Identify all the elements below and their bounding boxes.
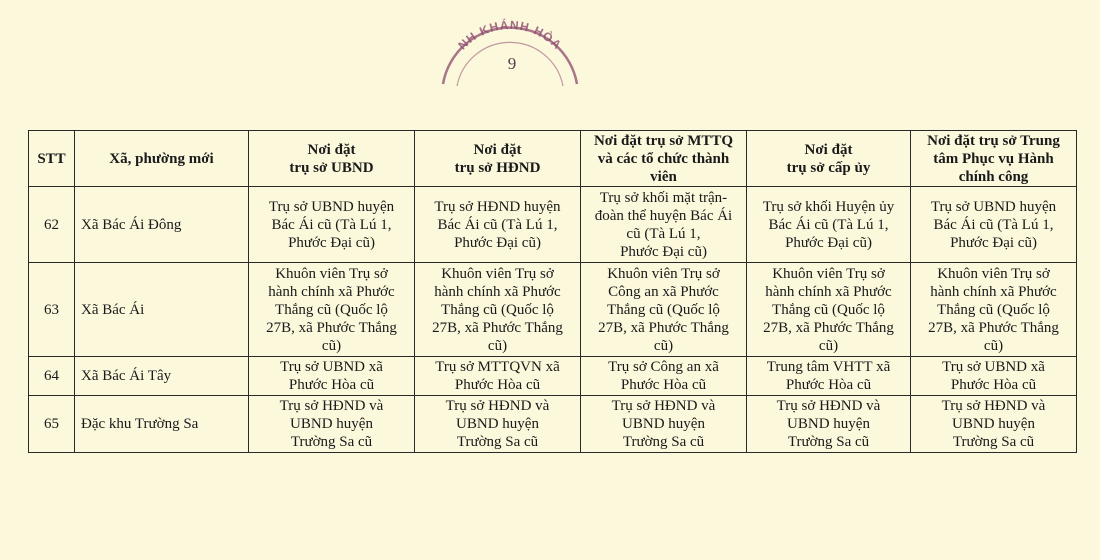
cell-ubnd: Trụ sở HĐND và UBND huyện Trường Sa cũ (249, 396, 415, 453)
cell-hdnd: Trụ sở HĐND và UBND huyện Trường Sa cũ (415, 396, 581, 453)
header-ward: Xã, phường mới (75, 131, 249, 187)
cell-ubnd: Trụ sở UBND huyện Bác Ái cũ (Tà Lú 1, Phước Đại cũ) (249, 187, 415, 263)
table-header-row (29, 131, 1077, 187)
table-row (29, 263, 1077, 357)
cell-cap-uy: Khuôn viên Trụ sở hành chính xã Phước Thắng cũ (Quốc lộ 27B, xã Phước Thắng cũ) (747, 263, 911, 357)
cell-service-center: Khuôn viên Trụ sở hành chính xã Phước Thắng cũ (Quốc lộ 27B, xã Phước Thắng cũ) (911, 263, 1077, 357)
seal-text: NH KHÁNH HÒA (455, 18, 565, 53)
header-stt: STT (29, 131, 75, 187)
cell-cap-uy: Trụ sở HĐND và UBND huyện Trường Sa cũ (747, 396, 911, 453)
cell-mttq: Trụ sở Công an xã Phước Hòa cũ (581, 357, 747, 396)
headquarters-table (28, 130, 1077, 453)
cell-stt: 63 (29, 263, 75, 357)
cell-cap-uy: Trụ sở khối Huyện ủy Bác Ái cũ (Tà Lú 1, Phước Đại cũ) (747, 187, 911, 263)
cell-mttq: Khuôn viên Trụ sở Công an xã Phước Thắng cũ (Quốc lộ 27B, xã Phước Thắng cũ) (581, 263, 747, 357)
header-cap-uy: Nơi đặt trụ sở cấp ủy (747, 131, 911, 187)
cell-ward: Xã Bác Ái Tây (75, 357, 249, 396)
svg-text:NH KHÁNH HÒA (455, 18, 564, 52)
cell-service-center: Trụ sở UBND huyện Bác Ái cũ (Tà Lú 1, Phước Đại cũ) (911, 187, 1077, 263)
cell-ward: Xã Bác Ái Đông (75, 187, 249, 263)
cell-stt: 65 (29, 396, 75, 453)
cell-mttq: Trụ sở HĐND và UBND huyện Trường Sa cũ (581, 396, 747, 453)
cell-ubnd: Khuôn viên Trụ sở hành chính xã Phước Thắng cũ (Quốc lộ 27B, xã Phước Thắng cũ) (249, 263, 415, 357)
cell-ward: Đặc khu Trường Sa (75, 396, 249, 453)
cell-ubnd: Trụ sở UBND xã Phước Hòa cũ (249, 357, 415, 396)
table-row (29, 357, 1077, 396)
header-hdnd: Nơi đặt trụ sở HĐND (415, 131, 581, 187)
cell-ward: Xã Bác Ái (75, 263, 249, 357)
cell-hdnd: Khuôn viên Trụ sở hành chính xã Phước Thắng cũ (Quốc lộ 27B, xã Phước Thắng cũ) (415, 263, 581, 357)
cell-cap-uy: Trung tâm VHTT xã Phước Hòa cũ (747, 357, 911, 396)
cell-stt: 62 (29, 187, 75, 263)
header-mttq: Nơi đặt trụ sở MTTQ và các tổ chức thành viên (581, 131, 747, 187)
cell-hdnd: Trụ sở MTTQVN xã Phước Hòa cũ (415, 357, 581, 396)
cell-stt: 64 (29, 357, 75, 396)
cell-service-center: Trụ sở HĐND và UBND huyện Trường Sa cũ (911, 396, 1077, 453)
header-service-center: Nơi đặt trụ sở Trung tâm Phục vụ Hành chính công (911, 131, 1077, 187)
cell-service-center: Trụ sở UBND xã Phước Hòa cũ (911, 357, 1077, 396)
cell-mttq: Trụ sở khối mặt trận- đoàn thể huyện Bác Ái cũ (Tà Lú 1, Phước Đại cũ) (581, 187, 747, 263)
table-row (29, 187, 1077, 263)
table-row (29, 396, 1077, 453)
header-ubnd: Nơi đặt trụ sở UBND (249, 131, 415, 187)
cell-hdnd: Trụ sở HĐND huyện Bác Ái cũ (Tà Lú 1, Phước Đại cũ) (415, 187, 581, 263)
page-number: 9 (507, 54, 517, 73)
